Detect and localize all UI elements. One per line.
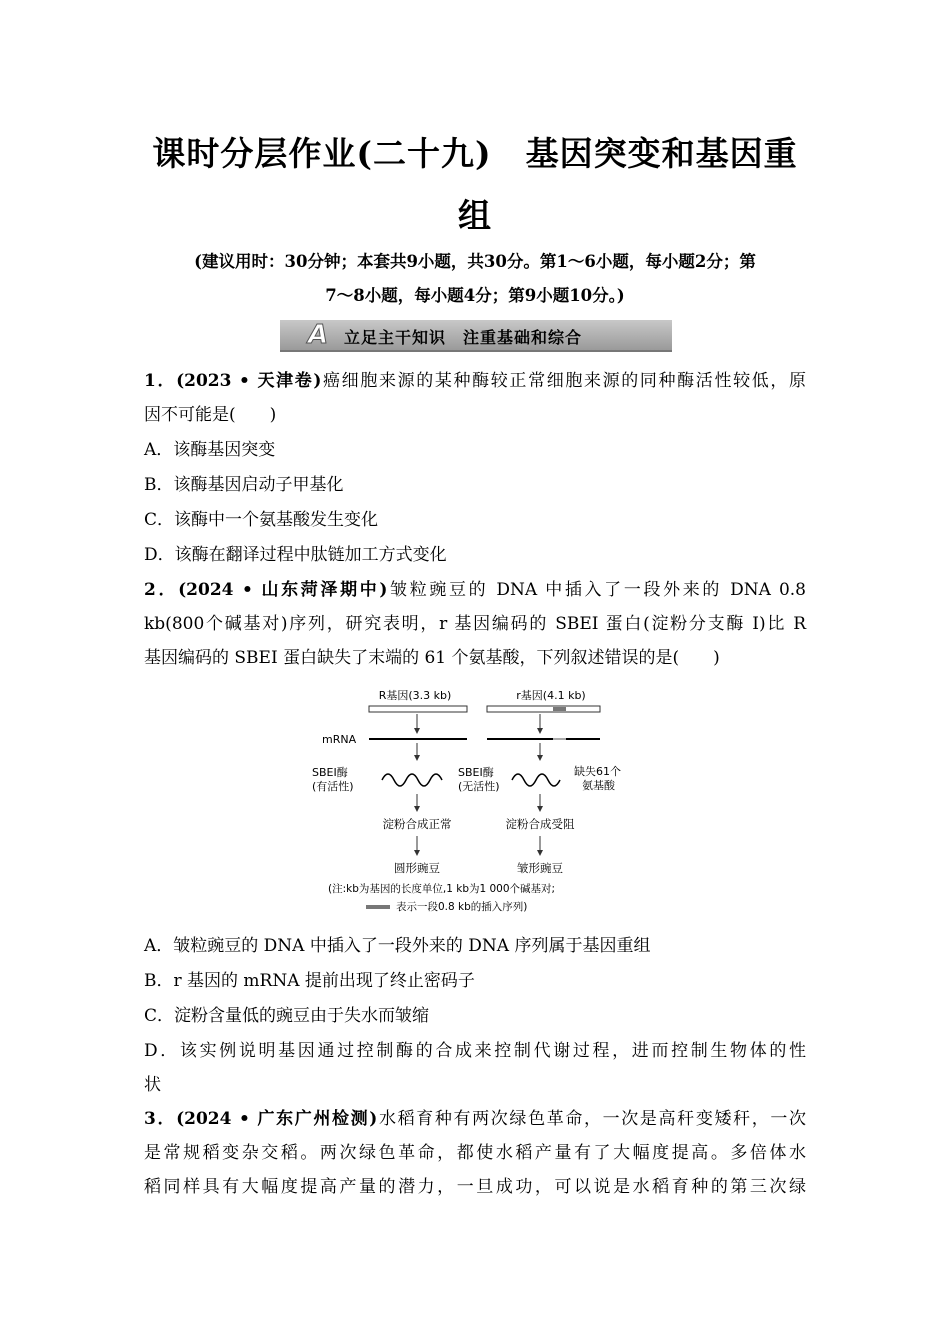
mrna-label: mRNA bbox=[322, 733, 357, 746]
question-2-stem-line3: 基因编码的 SBEI 蛋白缺失了末端的 61 个氨基酸，下列叙述错误的是( ) bbox=[144, 648, 720, 668]
question-3-stem-line3: 稻同样具有大幅度提高产量的潜力，一旦成功，可以说是水稻育种的第三次绿 bbox=[144, 1177, 806, 1197]
question-2-source: 2．(2024 • 山东菏泽期中) bbox=[144, 580, 388, 600]
right-result: 淀粉合成受阻 bbox=[505, 817, 575, 831]
question-2-option-d-continued: 状 bbox=[144, 1075, 161, 1095]
time-note: (建议用时：30分钟；本套共9小题，共30分。第1～6小题，每小题2分；第 bbox=[194, 252, 756, 271]
right-gene-bar bbox=[487, 706, 600, 712]
question-2-option-b: B．r 基因的 mRNA 提前出现了终止密码子 bbox=[144, 971, 475, 991]
missing-amino-acids-label-2: 氨基酸 bbox=[582, 779, 615, 792]
question-2-text: 皱粒豌豆的 DNA 中插入了一段外来的 DNA 0.8 bbox=[387, 580, 806, 600]
question-1-option-d: D．该酶在翻译过程中肽链加工方式变化 bbox=[144, 545, 447, 565]
left-gene-bar bbox=[369, 706, 467, 712]
question-2-option-c: C．淀粉含量低的豌豆由于失水而皱缩 bbox=[144, 1006, 430, 1026]
question-3-source: 3．(2024 • 广东广州检测) bbox=[144, 1109, 378, 1129]
question-1-option-b: B．该酶基因启动子甲基化 bbox=[144, 475, 344, 495]
question-1-stem-continued: 因不可能是( ) bbox=[144, 405, 277, 425]
left-enzyme-activity: (有活性) bbox=[312, 780, 354, 793]
section-letter-icon: A bbox=[308, 320, 329, 350]
question-1-stem bbox=[144, 364, 806, 398]
insertion-legend-swatch bbox=[366, 905, 390, 909]
question-2-stem bbox=[144, 573, 806, 607]
question-1-text: 癌细胞来源的某种酶较正常细胞来源的同种酶活性较低，原 bbox=[321, 371, 806, 391]
question-1-option-a: A．该酶基因突变 bbox=[144, 440, 276, 460]
section-banner bbox=[280, 320, 672, 352]
right-enzyme-wave bbox=[512, 774, 560, 786]
question-2-option-a: A．皱粒豌豆的 DNA 中插入了一段外来的 DNA 序列属于基因重组 bbox=[144, 936, 651, 956]
question-1-source: 1．(2023 • 天津卷) bbox=[144, 371, 322, 391]
question-3-stem bbox=[144, 1102, 806, 1136]
right-gene-label: r基因(4.1 kb) bbox=[516, 689, 586, 702]
left-enzyme-label: SBEI酶 bbox=[312, 766, 348, 779]
left-gene-label: R基因(3.3 kb) bbox=[378, 689, 452, 702]
figure-note-legend: 表示一段0.8 kb的插入序列) bbox=[396, 901, 528, 913]
right-enzyme-activity: (无活性) bbox=[458, 780, 500, 793]
question-2-stem-line2: kb(800个碱基对)序列，研究表明，r 基因编码的 SBEI 蛋白(淀粉分支酶 I)比 R bbox=[144, 614, 806, 634]
right-pea: 皱形豌豆 bbox=[517, 861, 563, 875]
question-2-option-d: D．该实例说明基因通过控制酶的合成来控制代谢过程，进而控制生物体的性 bbox=[144, 1041, 806, 1061]
time-note-continued: 7～8小题，每小题4分；第9小题10分。) bbox=[325, 286, 625, 305]
page-title-continued: 组 bbox=[458, 196, 492, 235]
right-enzyme-label: SBEI酶 bbox=[458, 766, 494, 779]
figure-note: (注:kb为基因的长度单位,1 kb为1 000个碱基对; bbox=[328, 883, 556, 895]
missing-amino-acids-label: 缺失61个 bbox=[574, 765, 621, 778]
left-result: 淀粉合成正常 bbox=[382, 817, 452, 831]
question-3-text: 水稻育种有两次绿色革命，一次是高秆变矮秆，一次 bbox=[377, 1109, 807, 1129]
left-enzyme-wave bbox=[382, 774, 442, 786]
pea-gene-diagram bbox=[310, 680, 650, 925]
left-pea: 圆形豌豆 bbox=[394, 861, 440, 875]
section-banner-text: 立足主干知识 注重基础和综合 bbox=[344, 328, 583, 347]
question-1-option-c: C．该酶中一个氨基酸发生变化 bbox=[144, 510, 379, 530]
question-3-stem-line2: 是常规稻变杂交稻。两次绿色革命，都使水稻产量有了大幅度提高。多倍体水 bbox=[144, 1143, 806, 1163]
insertion-segment bbox=[553, 707, 566, 711]
page-title: 课时分层作业(二十九) 基因突变和基因重 bbox=[152, 134, 798, 173]
